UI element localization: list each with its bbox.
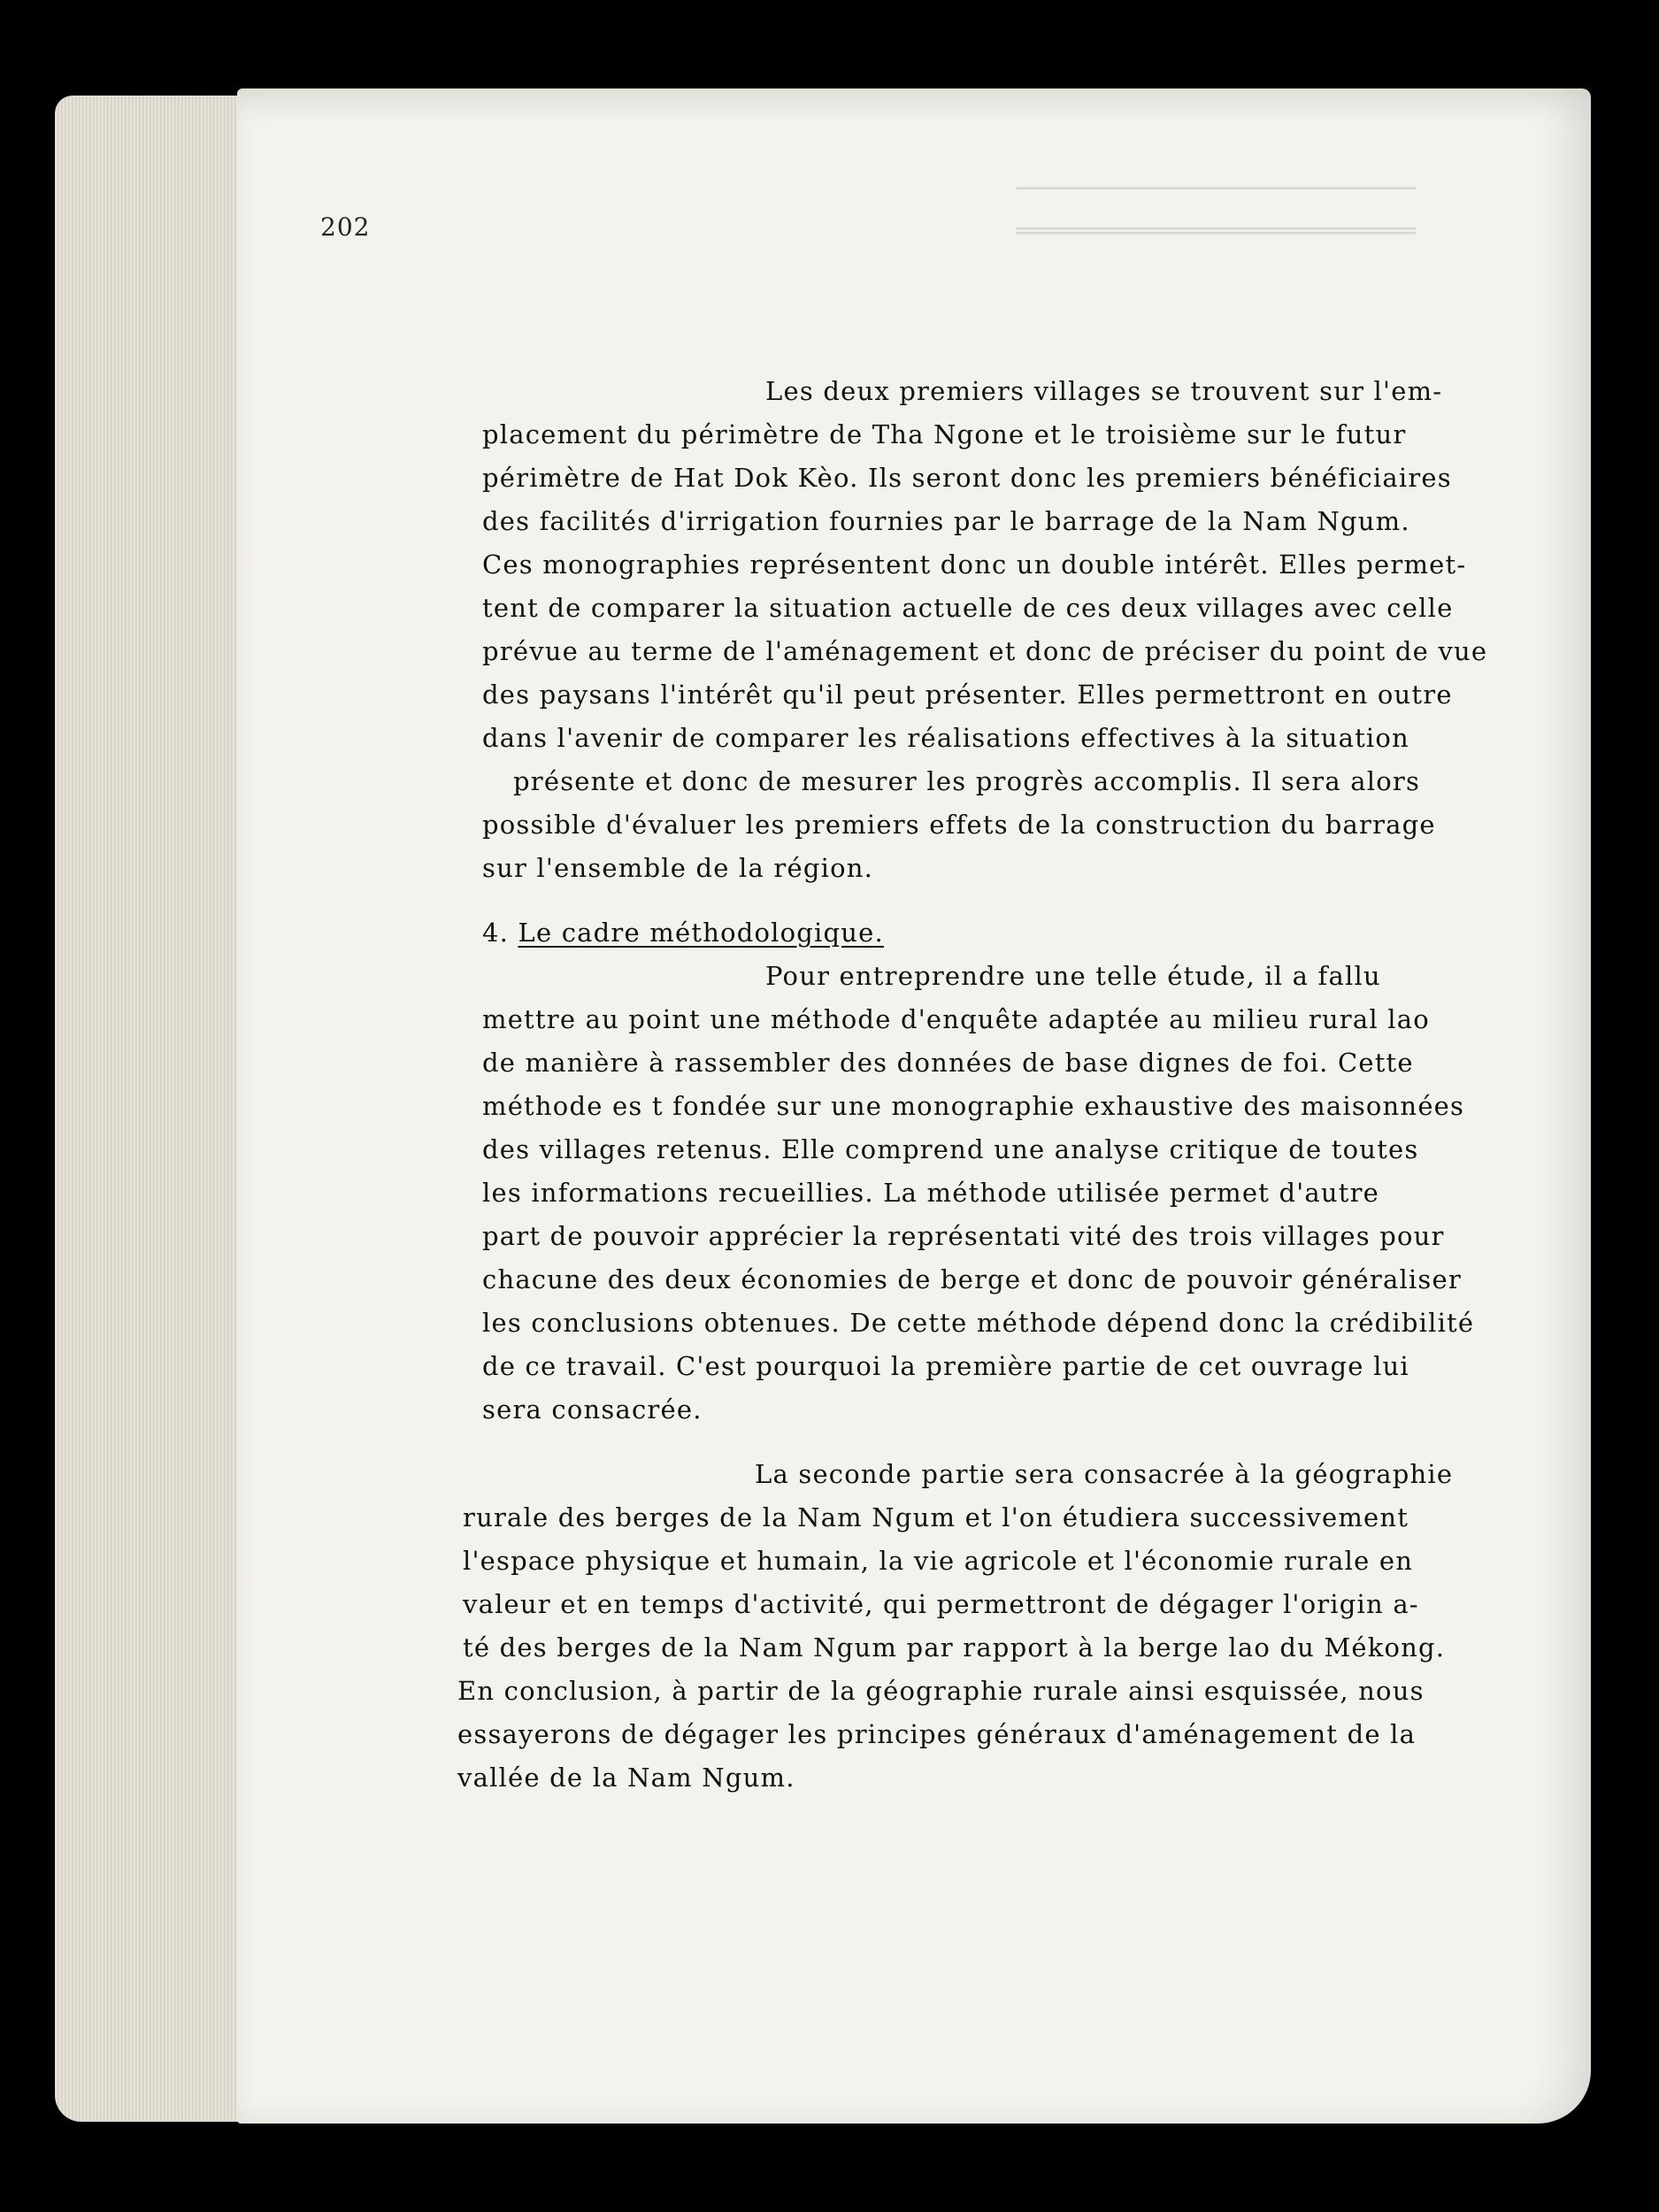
text-line: Pour entreprendre une telle étude, il a fallu	[765, 961, 1381, 991]
text-line: présente et donc de mesurer les progrès accomplis. Il sera alors	[513, 766, 1421, 796]
text-line: de manière à rassembler des données de base dignes de foi. Cette	[482, 1048, 1414, 1078]
text-line: tent de comparer la situation actuelle de ces deux villages avec celle	[482, 593, 1454, 623]
text-line: des paysans l'intérêt qu'il peut présenter. Elles permettront en outre	[482, 680, 1453, 710]
text-line: dans l'avenir de comparer les réalisations effectives à la situation	[482, 723, 1409, 753]
spacer	[482, 890, 1517, 911]
text-line: Ces monographies représentent donc un double intérêt. Elles permet-	[482, 549, 1467, 580]
text-line: placement du périmètre de Tha Ngone et le troisième sur le futur	[482, 419, 1407, 449]
page-number: 202	[320, 212, 371, 242]
text-line: vallée de la Nam Ngum.	[457, 1763, 795, 1793]
section-number: 4.	[482, 918, 510, 948]
spacer	[482, 1432, 1517, 1453]
text-line: des facilités d'irrigation fournies par le barrage de la Nam Ngum.	[482, 506, 1410, 536]
text-line: Les deux premiers villages se trouvent sur l'em-	[765, 376, 1443, 406]
text-line: La seconde partie sera consacrée à la géographie	[755, 1459, 1454, 1489]
section-heading	[482, 911, 1517, 955]
text-line: mettre au point une méthode d'enquête adaptée au milieu rural lao	[482, 1004, 1430, 1034]
text-line: En conclusion, à partir de la géographie rurale ainsi esquissée, nous	[457, 1676, 1425, 1706]
text-line: part de pouvoir apprécier la représentati vité des trois villages pour	[482, 1221, 1445, 1251]
text-line: périmètre de Hat Dok Kèo. Ils seront donc les premiers bénéficiaires	[482, 463, 1452, 493]
text-line: sur l'ensemble de la région.	[482, 853, 874, 883]
paragraph	[482, 370, 1517, 890]
section-title: Le cadre méthodologique.	[518, 918, 884, 948]
body-text	[457, 370, 1517, 1800]
text-line: rurale des berges de la Nam Ngum et l'on étudiera successivement	[463, 1502, 1409, 1532]
text-line: chacune des deux économies de berge et donc de pouvoir généraliser	[482, 1264, 1462, 1294]
text-line: sera consacrée.	[482, 1394, 703, 1425]
text-line: l'espace physique et humain, la vie agricole et l'économie rurale en	[463, 1546, 1414, 1576]
text-line: les conclusions obtenues. De cette méthode dépend donc la crédibilité	[482, 1308, 1475, 1338]
text-line: essayerons de dégager les principes généraux d'aménagement de la	[457, 1719, 1417, 1749]
text-line: prévue au terme de l'aménagement et donc de préciser du point de vue	[482, 636, 1488, 666]
text-line: té des berges de la Nam Ngum par rapport à la berge lao du Mékong.	[463, 1632, 1446, 1663]
text-line: de ce travail. C'est pourquoi la première partie de cet ouvrage lui	[482, 1351, 1409, 1381]
text-line: méthode es t fondée sur une monographie exhaustive des maisonnées	[482, 1091, 1465, 1121]
paragraph	[457, 1453, 1517, 1800]
text-line: valeur et en temps d'activité, qui permettront de dégager l'origin a-	[463, 1589, 1419, 1619]
paragraph	[482, 955, 1517, 1432]
text-line: des villages retenus. Elle comprend une analyse critique de toutes	[482, 1134, 1419, 1164]
text-line: possible d'évaluer les premiers effets de la construction du barrage	[482, 810, 1436, 840]
text-line: les informations recueillies. La méthode utilisée permet d'autre	[482, 1178, 1380, 1208]
page-stack-edges	[55, 96, 267, 2122]
